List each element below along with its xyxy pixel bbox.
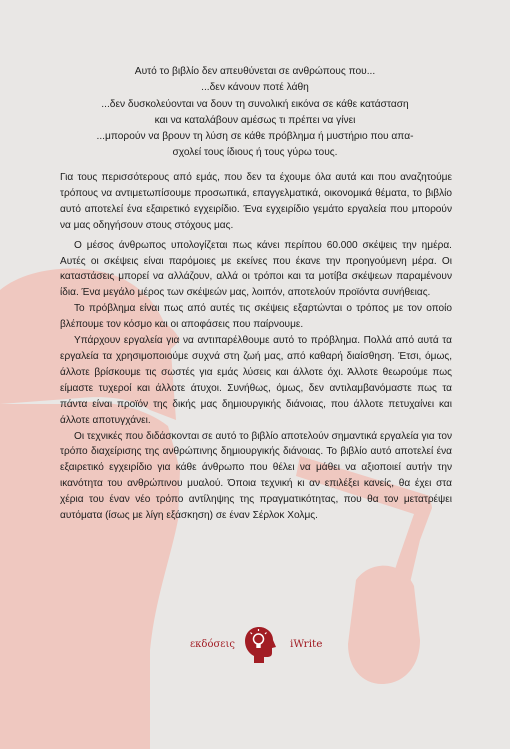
publisher-label: εκδόσεις [190, 639, 235, 650]
intro-line: ...δεν κάνουν ποτέ λάθη [201, 82, 309, 94]
head-lightbulb-icon [240, 625, 280, 665]
body-paragraph: Ο μέσος άνθρωπος υπολογίζεται πως κάνει περίπου 60.000 σκέψεις την ημέρα. Αυτές οι σκέψεις είναι παρόμοιες με εκείνες που έκανε την προηγούμενη μέρα. Οι καταστάσεις μπορεί να αλλάζουν, αλλά οι τρόποι και τα μοτίβα σκέψεων παραμένουν ίδια. Ένα μεγάλο μέρος των σκέψεών μας, λοιπόν, αποτελούν προϊόντα συνήθειας. [60, 239, 452, 299]
body-paragraph: Για τους περισσότερους από εμάς, που δεν τα έχουμε όλα αυτά και που αναζητούμε τρόπους να αντιμετωπίσουμε προσωπικά, επαγγελματικά, οικονομικά θέματα, το βιβλίο αυτό αποτελεί ένα εξαιρετικό εγχειρίδιο. Ένα εγχειρίδιο γεμάτο εργαλεία που μπορούν να μας οδηγήσουν στους στόχους μας. [60, 172, 452, 231]
intro-line: σχολεί τους ίδιους ή τους γύρω τους. [172, 147, 338, 159]
intro-line: ...δεν δυσκολεύονται να δουν τη συνολική εικόνα σε κάθε κατάσταση [101, 98, 409, 110]
publisher-mark [0, 625, 510, 665]
intro-line: ...μπορούν να βρουν τη λύση σε κάθε πρόβλημα ή μυστήριο που απα- [96, 131, 414, 143]
body-text [60, 170, 452, 524]
publisher-name: iWrite [290, 638, 323, 650]
body-paragraph: Οι τεχνικές που διδάσκονται σε αυτό το βιβλίο αποτελούν σημαντικά εργαλεία για τον τρόπο διαχείρισης της ανθρώπινης δημιουργικής διάνοιας. Το βιβλίο αυτό αποτελεί ένα εξαιρετικό εγχειρίδιο για κάθε άνθρωπο που θέλει να μάθει να αξιοποιεί αυτήν την ικανότητα του ανθρώπινου μυαλού. Όποια τεχνική κι αν επιλέξει κανείς, θα έχει στα χέρια του έναν νέο τρόπο αντίληψης της πραγματικότητας, που θα τον μετατρέψει αυτόματα (ίσως με λίγη εξάσκηση) σε έναν Σέρλοκ Χολμς. [60, 430, 452, 522]
intro-line: Αυτό το βιβλίο δεν απευθύνεται σε ανθρώπους που... [134, 66, 376, 77]
intro-block [60, 64, 450, 162]
body-paragraph: Υπάρχουν εργαλεία για να αντιπαρέλθουμε αυτό το πρόβλημα. Πολλά από αυτά τα εργαλεία τα χρησιμοποιούμε συχνά στη ζωή μας, από καθαρή διαίσθηση. Έτσι, όμως, άλλοτε βρίσκουμε τις σωστές για εμάς λύσεις και άλλοτε όχι. Άλλοτε θεωρούμε πως είμαστε τυχεροί και άλλοτε άτυχοι. Συνήθως, όμως, δεν αντιλαμβανόμαστε πως τα πάντα είναι προϊόν της δικής μας δημιουργικής διάνοιας, που άλλοτε πετυχαίνει και άλλοτε αποτυγχάνει. [60, 335, 452, 426]
body-paragraph: Το πρόβλημα είναι πως από αυτές τις σκέψεις εξαρτώνται ο τρόπος με τον οποίο βλέπουμε τον κόσμο και οι αποφάσεις που παίρνουμε. [60, 303, 452, 331]
intro-line: και να καταλάβουν αμέσως τι πρέπει να γίνει [154, 114, 356, 126]
